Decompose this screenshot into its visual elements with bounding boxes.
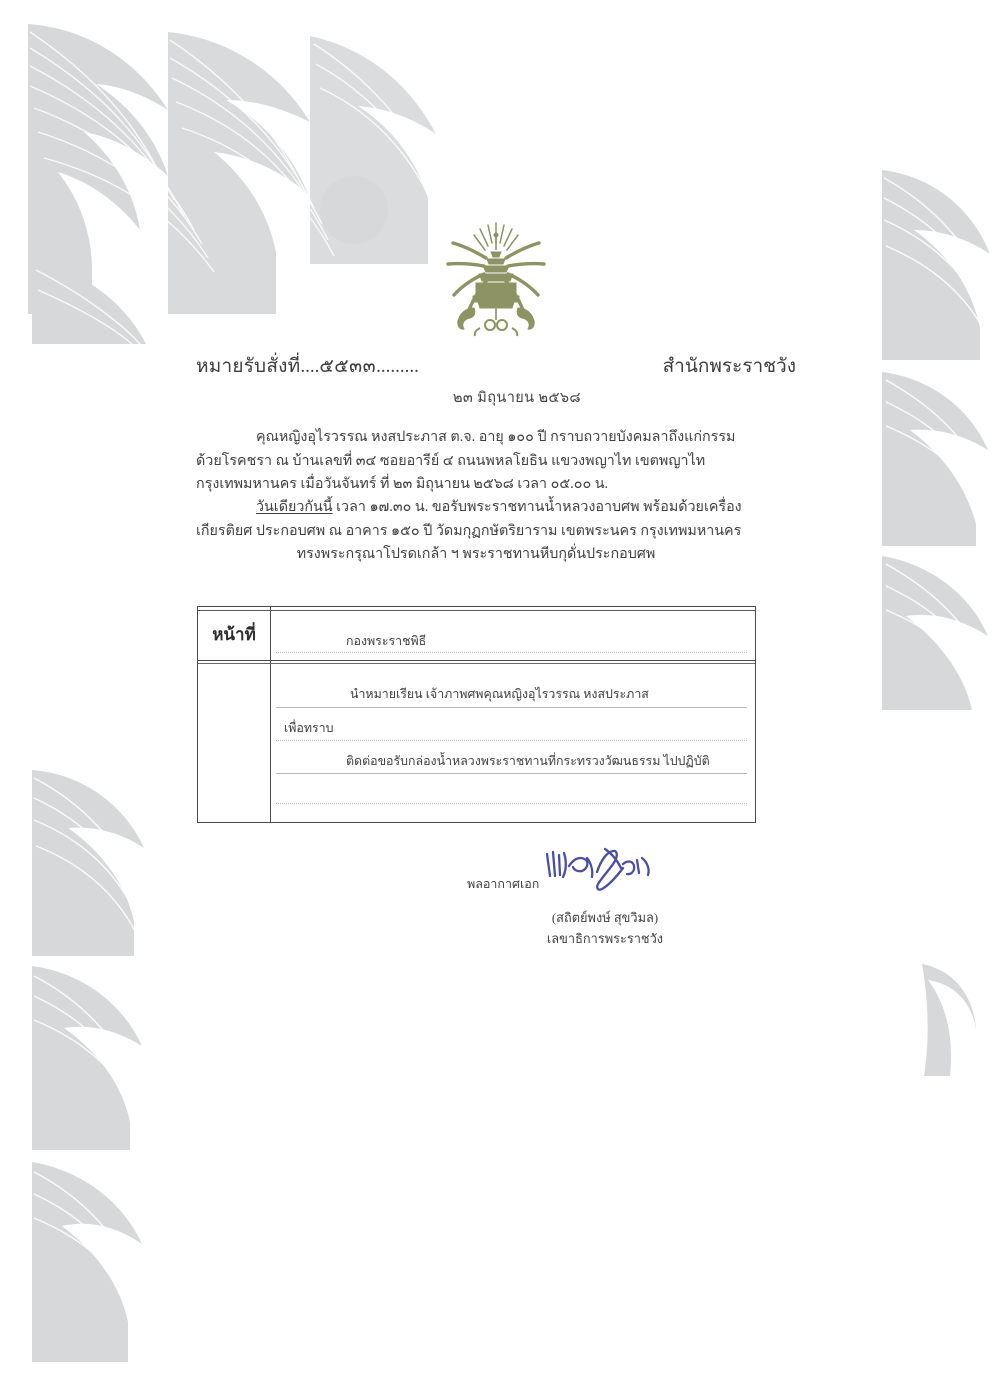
- table-rule-5: [276, 803, 747, 804]
- signatory-title-line: [0, 928, 1000, 949]
- table-header-rule: [198, 660, 755, 661]
- letter-header: [196, 351, 796, 381]
- body-paragraph-2-text: เวลา ๑๗.๓๐ น. ขอรับพระราชทานน้ำหลวงอาบศพ พร้อมด้วยเครื่องเกียรติยศ ประกอบศพ ณ อาคาร ๑๕๐ ปี วัดมกุฏกษัตริยาราม เขตพระนคร กรุงเทพมหานคร: [196, 499, 742, 539]
- same-day-emphasis: วันเดียวกันนี้: [256, 499, 333, 515]
- letter-date: ๒๓ มิถุนายน ๒๕๖๘: [452, 390, 582, 406]
- royal-crown-emblem: [430, 216, 562, 340]
- table-header-rule-secondary: [198, 663, 755, 664]
- signatory-rank: พลอากาศเอก: [467, 877, 540, 891]
- issuing-office: สำนักพระราชวัง: [662, 356, 796, 377]
- body-paragraph-2: [196, 496, 756, 543]
- order-number-label: หมายรับสั่งที่: [196, 356, 301, 377]
- body-paragraph-3: [196, 543, 756, 567]
- signatory-title: เลขาธิการพระราชวัง: [546, 932, 664, 946]
- order-number-trailing-dots: .........: [376, 356, 419, 377]
- body-paragraph-1: [196, 426, 756, 497]
- table-rule-4: [276, 773, 747, 774]
- body-paragraph-3-text: ทรงพระกรุณาโปรดเกล้า ฯ พระราชทานหีบกุดั่นประกอบศพ: [296, 546, 656, 562]
- order-number-value: ๕๕๓๓: [319, 356, 377, 377]
- order-number-leading-dots: ....: [300, 356, 320, 377]
- table-row: นำหมายเรียน เจ้าภาพศพคุณหญิงอุไรวรรณ หงสประภาส: [350, 687, 649, 701]
- table-top-double-rule: [198, 610, 755, 611]
- signatory-name-line: [0, 907, 1000, 928]
- letter-date-line: [0, 386, 1000, 409]
- table-row: เพื่อทราบ: [284, 721, 334, 735]
- duty-assignment-table: [197, 606, 756, 823]
- table-column-divider: [270, 607, 271, 822]
- duty-column-header: หน้าที่: [212, 625, 256, 644]
- body-paragraph-1-text: คุณหญิงอุไรวรรณ หงสประภาส ต.จ. อายุ ๑๐๐ ปี กราบถวายบังคมลาถึงแก่กรรมด้วยโรคชรา ณ บ้านเลขที่ ๓๔ ซอยอารีย์ ๔ ถนนพหลโยธิน แขวงพญาไท เขตพญาไท กรุงเทพมหานคร เมื่อวันจันทร์ ที่ ๒๓ มิถุนายน ๒๕๖๘ เวลา ๐๕.๐๐ น.: [196, 429, 736, 492]
- table-row: กองพระราชพิธี: [346, 634, 427, 648]
- table-rule-2: [276, 707, 747, 708]
- signatory-name: (สถิตย์พงษ์ สุขวิมล): [551, 911, 659, 925]
- table-rule-3: [276, 740, 747, 741]
- table-rule-1: [276, 652, 747, 653]
- handwritten-signature: [543, 846, 653, 898]
- table-row: ติดต่อขอรับกล่องน้ำหลวงพระราชทานที่กระทรวงวัฒนธรรม ไปปฏิบัติ: [346, 754, 710, 768]
- order-number-line: [196, 351, 419, 381]
